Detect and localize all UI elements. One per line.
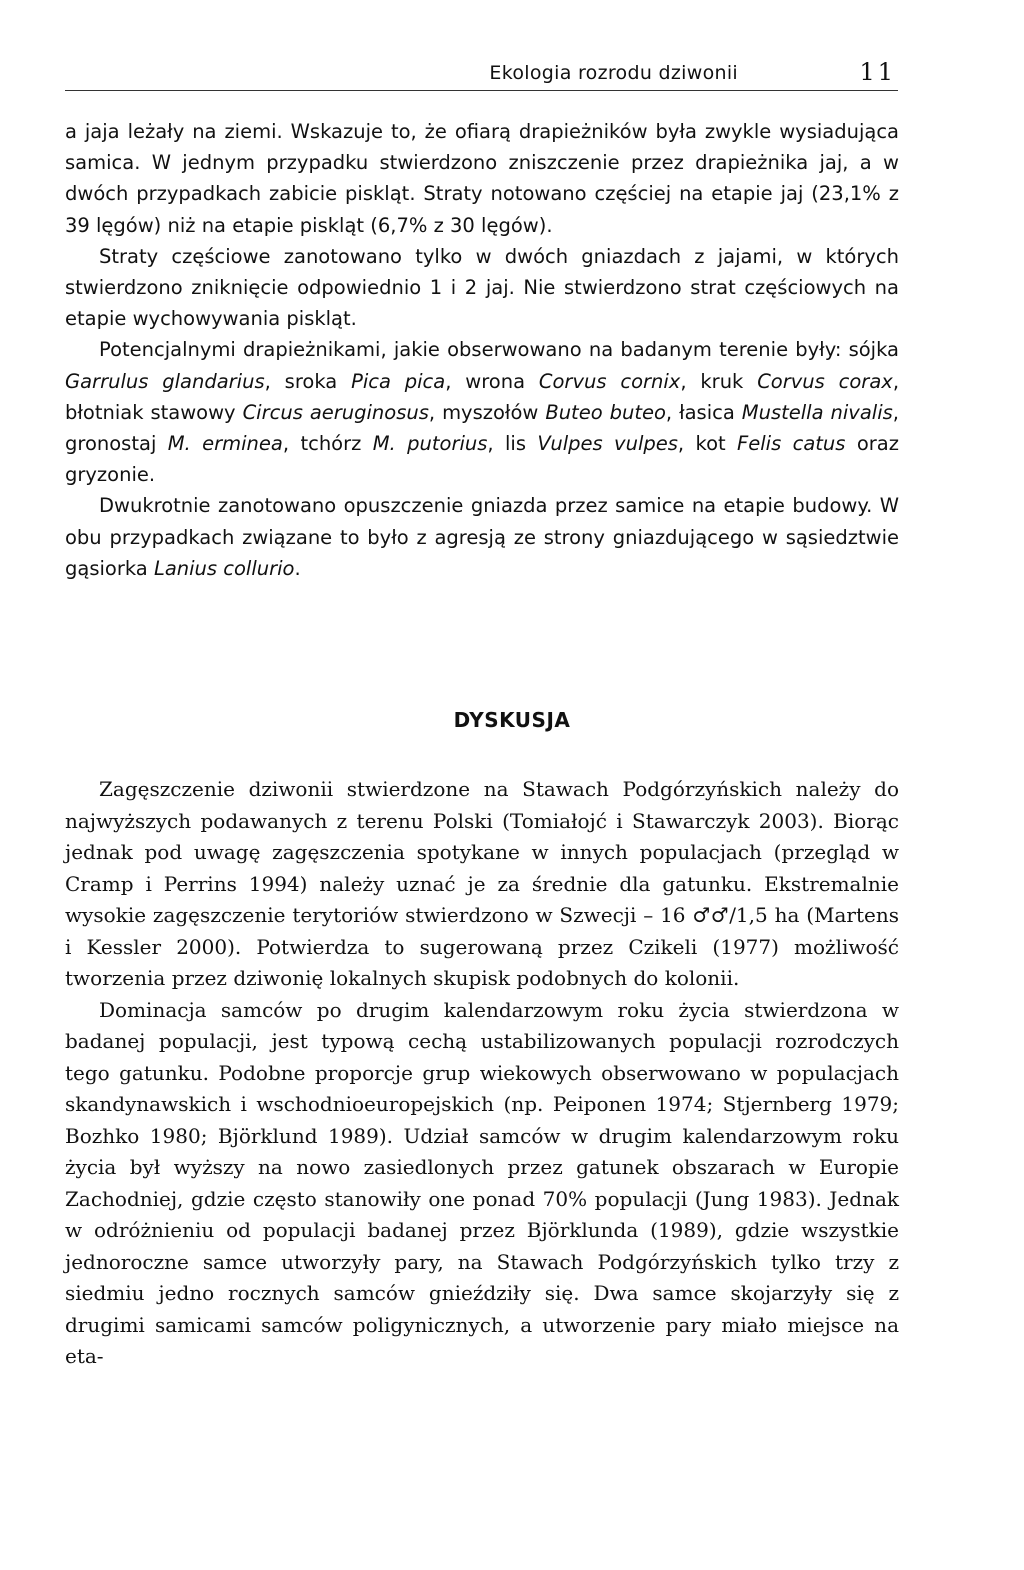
species-name: Garrulus glandarius <box>65 369 265 393</box>
paragraph-predation-losses: a jaja leżały na ziemi. Wskazuje to, że ofiarą drapieżników była zwykle wysiadująca samica. W jednym przypadku stwierdzono zniszczenie przez drapieżnika jaj, a w dwóch przypadkach zabicie piskląt. Straty notowano częściej na etapie jaj (23,1% z 39 lęgów) niż na etapie piskląt (6,7% z 30 lęgów). <box>65 120 899 237</box>
species-name: M. putorius <box>372 432 488 456</box>
running-title: Ekologia rozrodu dziwonii <box>489 62 738 84</box>
paragraph-predators: Potencjalnymi drapieżnikami, jakie obserwowano na badanym terenie były: sójka Garrulus glandarius, sroka Pica pica, wrona Corvus cornix, kruk Corvus corax, błotniak stawowy Circus aeruginosus, myszołów Buteo buteo, łasica Mustella nivalis, gronostaj M. erminea, tchórz M. putorius, lis Vulpes vulpes, kot Felis catus oraz gryzonie. <box>65 338 900 487</box>
species-name: M. erminea <box>167 432 283 456</box>
discussion-text <box>65 774 899 1373</box>
paragraph-partial-losses: Straty częściowe zanotowano tylko w dwóch gniazdach z jajami, w których stwierdzono zniknięcie odpowiednio 1 i 2 jaj. Nie stwierdzono strat częściowych na etapie wychowywania piskląt. <box>65 244 899 331</box>
species-name: Vulpes vulpes <box>537 432 678 456</box>
page-number: 11 <box>859 58 896 86</box>
species-name: Pica pica <box>351 369 446 393</box>
species-name: Mustella nivalis <box>741 400 893 424</box>
species-name: Lanius collurio <box>153 556 295 580</box>
species-name: Corvus cornix <box>538 369 681 393</box>
paragraph-male-dominance: Dominacja samców po drugim kalendarzowym roku życia stwierdzona w badanej populacji, jest typową cechą ustabilizowanych populacji rozrodczych tego gatunku. Podobne proporcje grup wiekowych obserwowano w populacjach skandynawskich i wschodnioeuropejskich (np. Peiponen 1974; Stjernberg 1979; Bozhko 1980; Björklund 1989). Udział samców w drugim kalendarzowym roku życia był wyższy na nowo zasiedlonych przez gatunek obszarach w Europie Zachodniej, gdzie często stanowiły one ponad 70% populacji (Jung 1983). Jednak w odróżnieniu od populacji badanej przez Björklunda (1989), gdzie wszystkie jednoroczne samce utworzyły pary, na Stawach Podgórzyńskich tylko trzy z siedmiu jedno rocznych samców gnieździły się. Dwa samce skojarzyły się z drugimi samicami samców poligynicznych, a utworzenie pary miało miejsce na eta- <box>65 997 899 1368</box>
species-name: Corvus corax <box>757 369 893 393</box>
results-text <box>65 116 899 584</box>
section-heading-discussion: DYSKUSJA <box>453 708 571 732</box>
paragraph-density: Zagęszczenie dziwonii stwierdzone na Stawach Podgórzyńskich należy do najwyższych podawanych z terenu Polski (Tomiałojć i Stawarczyk 2003). Biorąc jednak pod uwagę zagęszczenia spotykane w innych populacjach (przegląd w Cramp i Perrins 1994) należy uznać je za średnie dla gatunku. Ekstremalnie wysokie zagęszczenie terytoriów stwierdzono w Szwecji – 16 ♂♂/1,5 ha (Martens i Kessler 2000). Potwierdza to sugerowaną przez Czikeli (1977) możliwość tworzenia przez dziwonię lokalnych skupisk podobnych do kolonii. <box>65 777 899 990</box>
species-name: Buteo buteo <box>545 400 666 424</box>
species-name: Felis catus <box>737 432 846 456</box>
running-header <box>65 60 898 91</box>
paragraph-nest-abandonment: Dwukrotnie zanotowano opuszczenie gniazda przez samice na etapie budowy. W obu przypadkach związane to było z agresją ze strony gniazdującego w sąsiedztwie gąsiorka Lanius collurio. <box>65 494 899 580</box>
species-name: Circus aeruginosus <box>242 400 429 424</box>
